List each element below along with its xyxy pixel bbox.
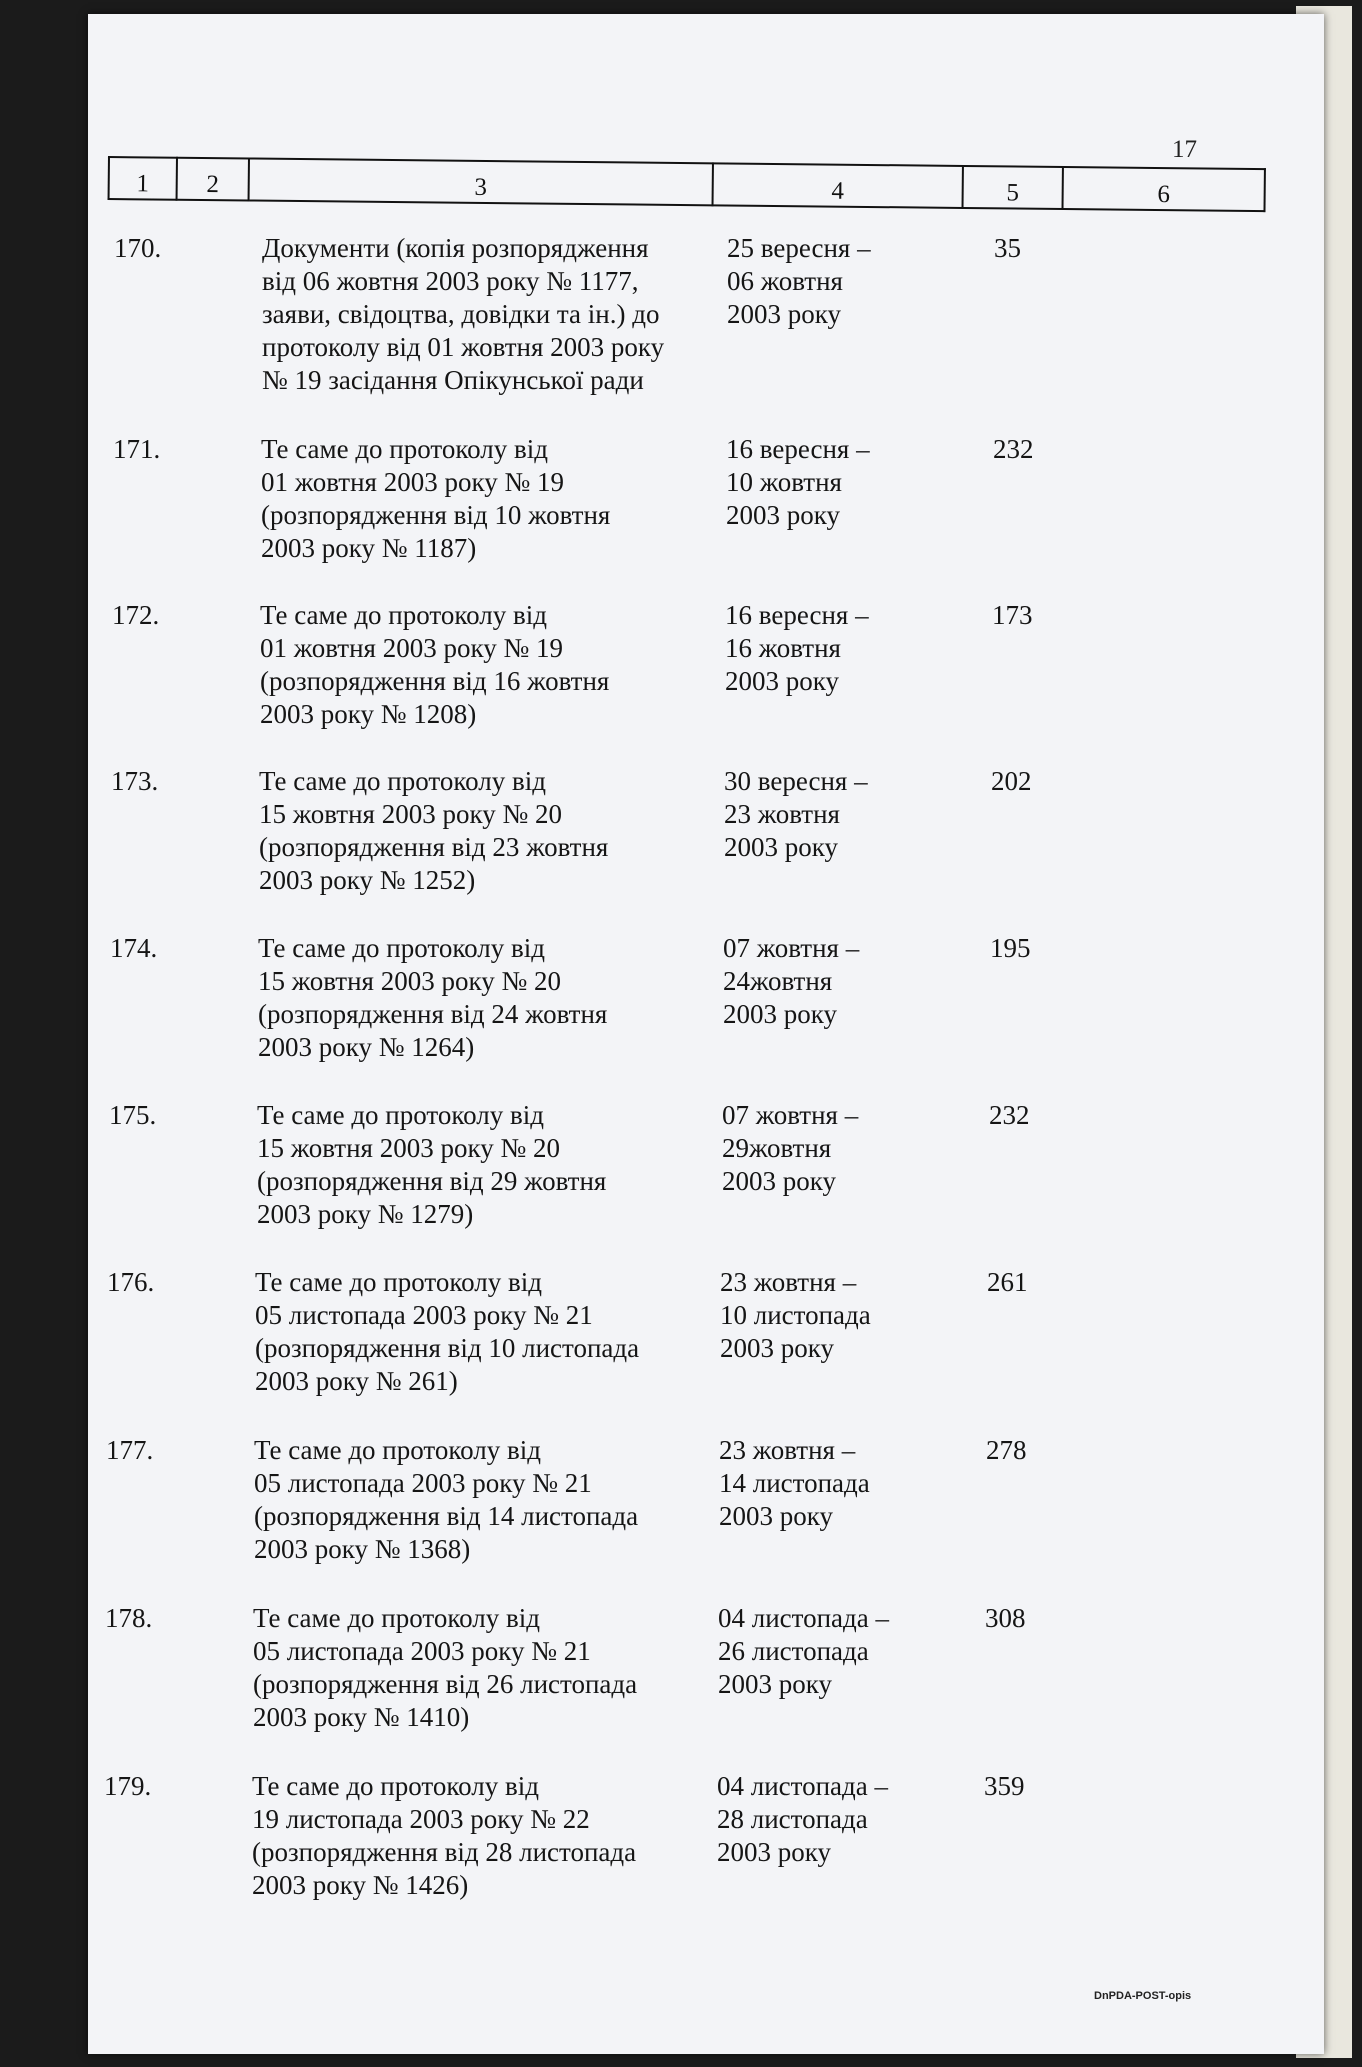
column-header-1: 1 (109, 157, 177, 200)
column-header-5: 5 (963, 166, 1063, 209)
entry-title: Те саме до протоколу від 15 жовтня 2003 року № 20 (розпорядження від 23 жовтня 2003 року № 1252) (259, 766, 609, 895)
entry-number: 177. (106, 1435, 154, 1465)
archive-stamp: DnPDA-POST-opis (1094, 1990, 1192, 2002)
entry-number: 173. (111, 766, 159, 796)
entry-sheet-count: 195 (990, 933, 1031, 963)
entry-number: 178. (105, 1603, 153, 1633)
column-header-3: 3 (249, 158, 713, 205)
entry-dates: 30 вересня – 23 жовтня 2003 року (724, 766, 868, 862)
entry-number: 171. (113, 434, 161, 464)
entry-number: 172. (112, 600, 160, 630)
entry-number: 179. (104, 1771, 152, 1801)
entry-dates: 07 жовтня – 29жовтня 2003 року (722, 1100, 859, 1196)
entry-dates: 23 жовтня – 10 листопада 2003 року (720, 1267, 871, 1363)
entry-sheet-count: 202 (991, 766, 1032, 796)
entry-title: Документи (копія розпорядження від 06 жовтня 2003 року № 1177, заяви, свідоцтва, довідки та ін.) до протоколу від 01 жовтня 2003 року № 19 засідання Опікунської ради (262, 233, 665, 395)
entry-sheet-count: 359 (984, 1771, 1025, 1801)
entry-number: 176. (107, 1267, 155, 1297)
entry-title: Те саме до протоколу від 15 жовтня 2003 року № 20 (розпорядження від 24 жовтня 2003 року № 1264) (258, 933, 608, 1062)
entry-sheet-count: 232 (993, 434, 1034, 464)
entry-dates: 04 листопада – 28 листопада 2003 року (717, 1771, 889, 1867)
entry-dates: 16 вересня – 16 жовтня 2003 року (725, 600, 869, 696)
entry-dates: 16 вересня – 10 жовтня 2003 року (726, 434, 870, 530)
entry-title: Те саме до протоколу від 05 листопада 2003 року № 21 (розпорядження від 10 листопада 2003 року № 261) (255, 1267, 640, 1396)
entry-number: 170. (114, 233, 162, 263)
entry-dates: 25 вересня – 06 жовтня 2003 року (727, 233, 871, 329)
entry-dates: 04 листопада – 26 листопада 2003 року (718, 1603, 890, 1699)
entry-dates: 07 жовтня – 24жовтня 2003 року (723, 933, 860, 1029)
entry-number: 174. (110, 933, 158, 963)
page-number: 17 (1172, 136, 1197, 163)
column-header-4: 4 (713, 163, 963, 208)
entry-title: Те саме до протоколу від 05 листопада 2003 року № 21 (розпорядження від 14 листопада 2003 року № 1368) (254, 1435, 639, 1564)
column-header-6: 6 (1062, 167, 1264, 211)
entry-title: Те саме до протоколу від 15 жовтня 2003 року № 20 (розпорядження від 29 жовтня 2003 року № 1279) (257, 1100, 607, 1229)
entry-title: Те саме до протоколу від 19 листопада 2003 року № 22 (розпорядження від 28 листопада 2003 року № 1426) (252, 1771, 637, 1900)
entry-dates: 23 жовтня – 14 листопада 2003 року (719, 1435, 870, 1531)
entry-number: 175. (109, 1100, 157, 1130)
entry-sheet-count: 278 (986, 1435, 1027, 1465)
entry-sheet-count: 232 (989, 1100, 1030, 1130)
entry-title: Те саме до протоколу від 01 жовтня 2003 року № 19 (розпорядження від 10 жовтня 2003 року № 1187) (261, 434, 611, 563)
entry-sheet-count: 261 (987, 1267, 1028, 1297)
entry-title: Те саме до протоколу від 01 жовтня 2003 року № 19 (розпорядження від 16 жовтня 2003 року № 1208) (260, 600, 610, 729)
entry-sheet-count: 308 (985, 1603, 1026, 1633)
entry-title: Те саме до протоколу від 05 листопада 2003 року № 21 (розпорядження від 26 листопада 2003 року № 1410) (253, 1603, 638, 1732)
column-header-2: 2 (177, 158, 249, 201)
entry-sheet-count: 173 (992, 600, 1033, 630)
entry-sheet-count: 35 (994, 233, 1021, 263)
